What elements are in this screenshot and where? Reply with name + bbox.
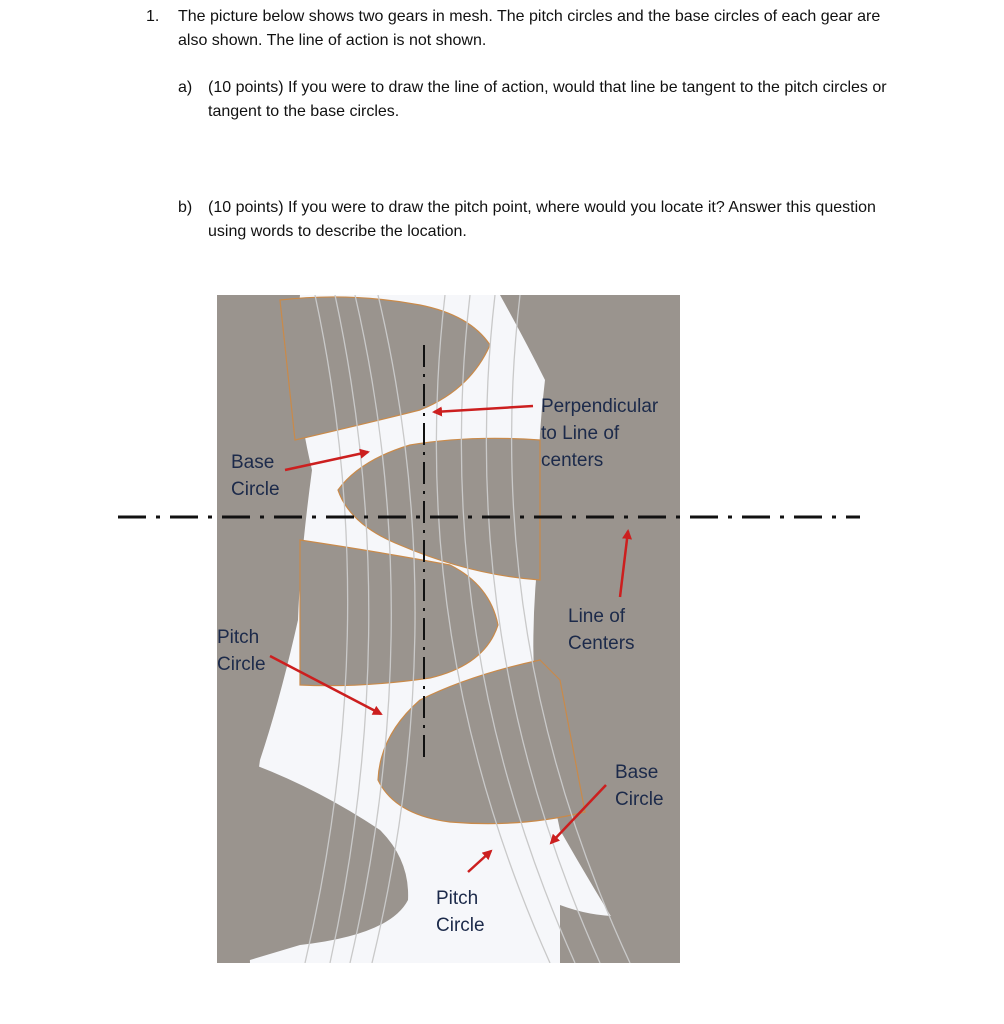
label-base-circle-left-2: Circle [231, 479, 280, 500]
part-a-marker: a) [178, 79, 193, 96]
part-b-marker: b) [178, 199, 193, 216]
label-base-circle-right-2: Circle [615, 789, 664, 810]
label-pitch-circle-left-1: Pitch [217, 627, 260, 648]
label-pitch-circle-bottom-1: Pitch [436, 888, 479, 909]
label-pitch-circle-left-2: Circle [217, 654, 266, 675]
label-base-circle-right-1: Base [615, 762, 659, 783]
label-line-of-centers-1: Line of [568, 606, 626, 627]
question-text: The picture below shows two gears in mesh. The pitch circles and the base circles of each gear are also shown. The line of action is not shown. [178, 8, 881, 49]
label-line-of-centers-2: Centers [568, 633, 635, 654]
label-perpendicular-2: to Line of [541, 423, 620, 444]
label-pitch-circle-bottom-2: Circle [436, 915, 485, 936]
part-b-text: (10 points) If you were to draw the pitch point, where would you locate it? Answer this question using words to describe the location. [208, 199, 876, 240]
label-perpendicular-3: centers [541, 450, 604, 471]
part-a-text: (10 points) If you were to draw the line of action, would that line be tangent to the pitch circles or tangent to the base circles. [208, 79, 887, 120]
question-number: 1. [146, 8, 160, 25]
label-base-circle-left-1: Base [231, 452, 275, 473]
label-perpendicular-1: Perpendicular [541, 396, 659, 417]
